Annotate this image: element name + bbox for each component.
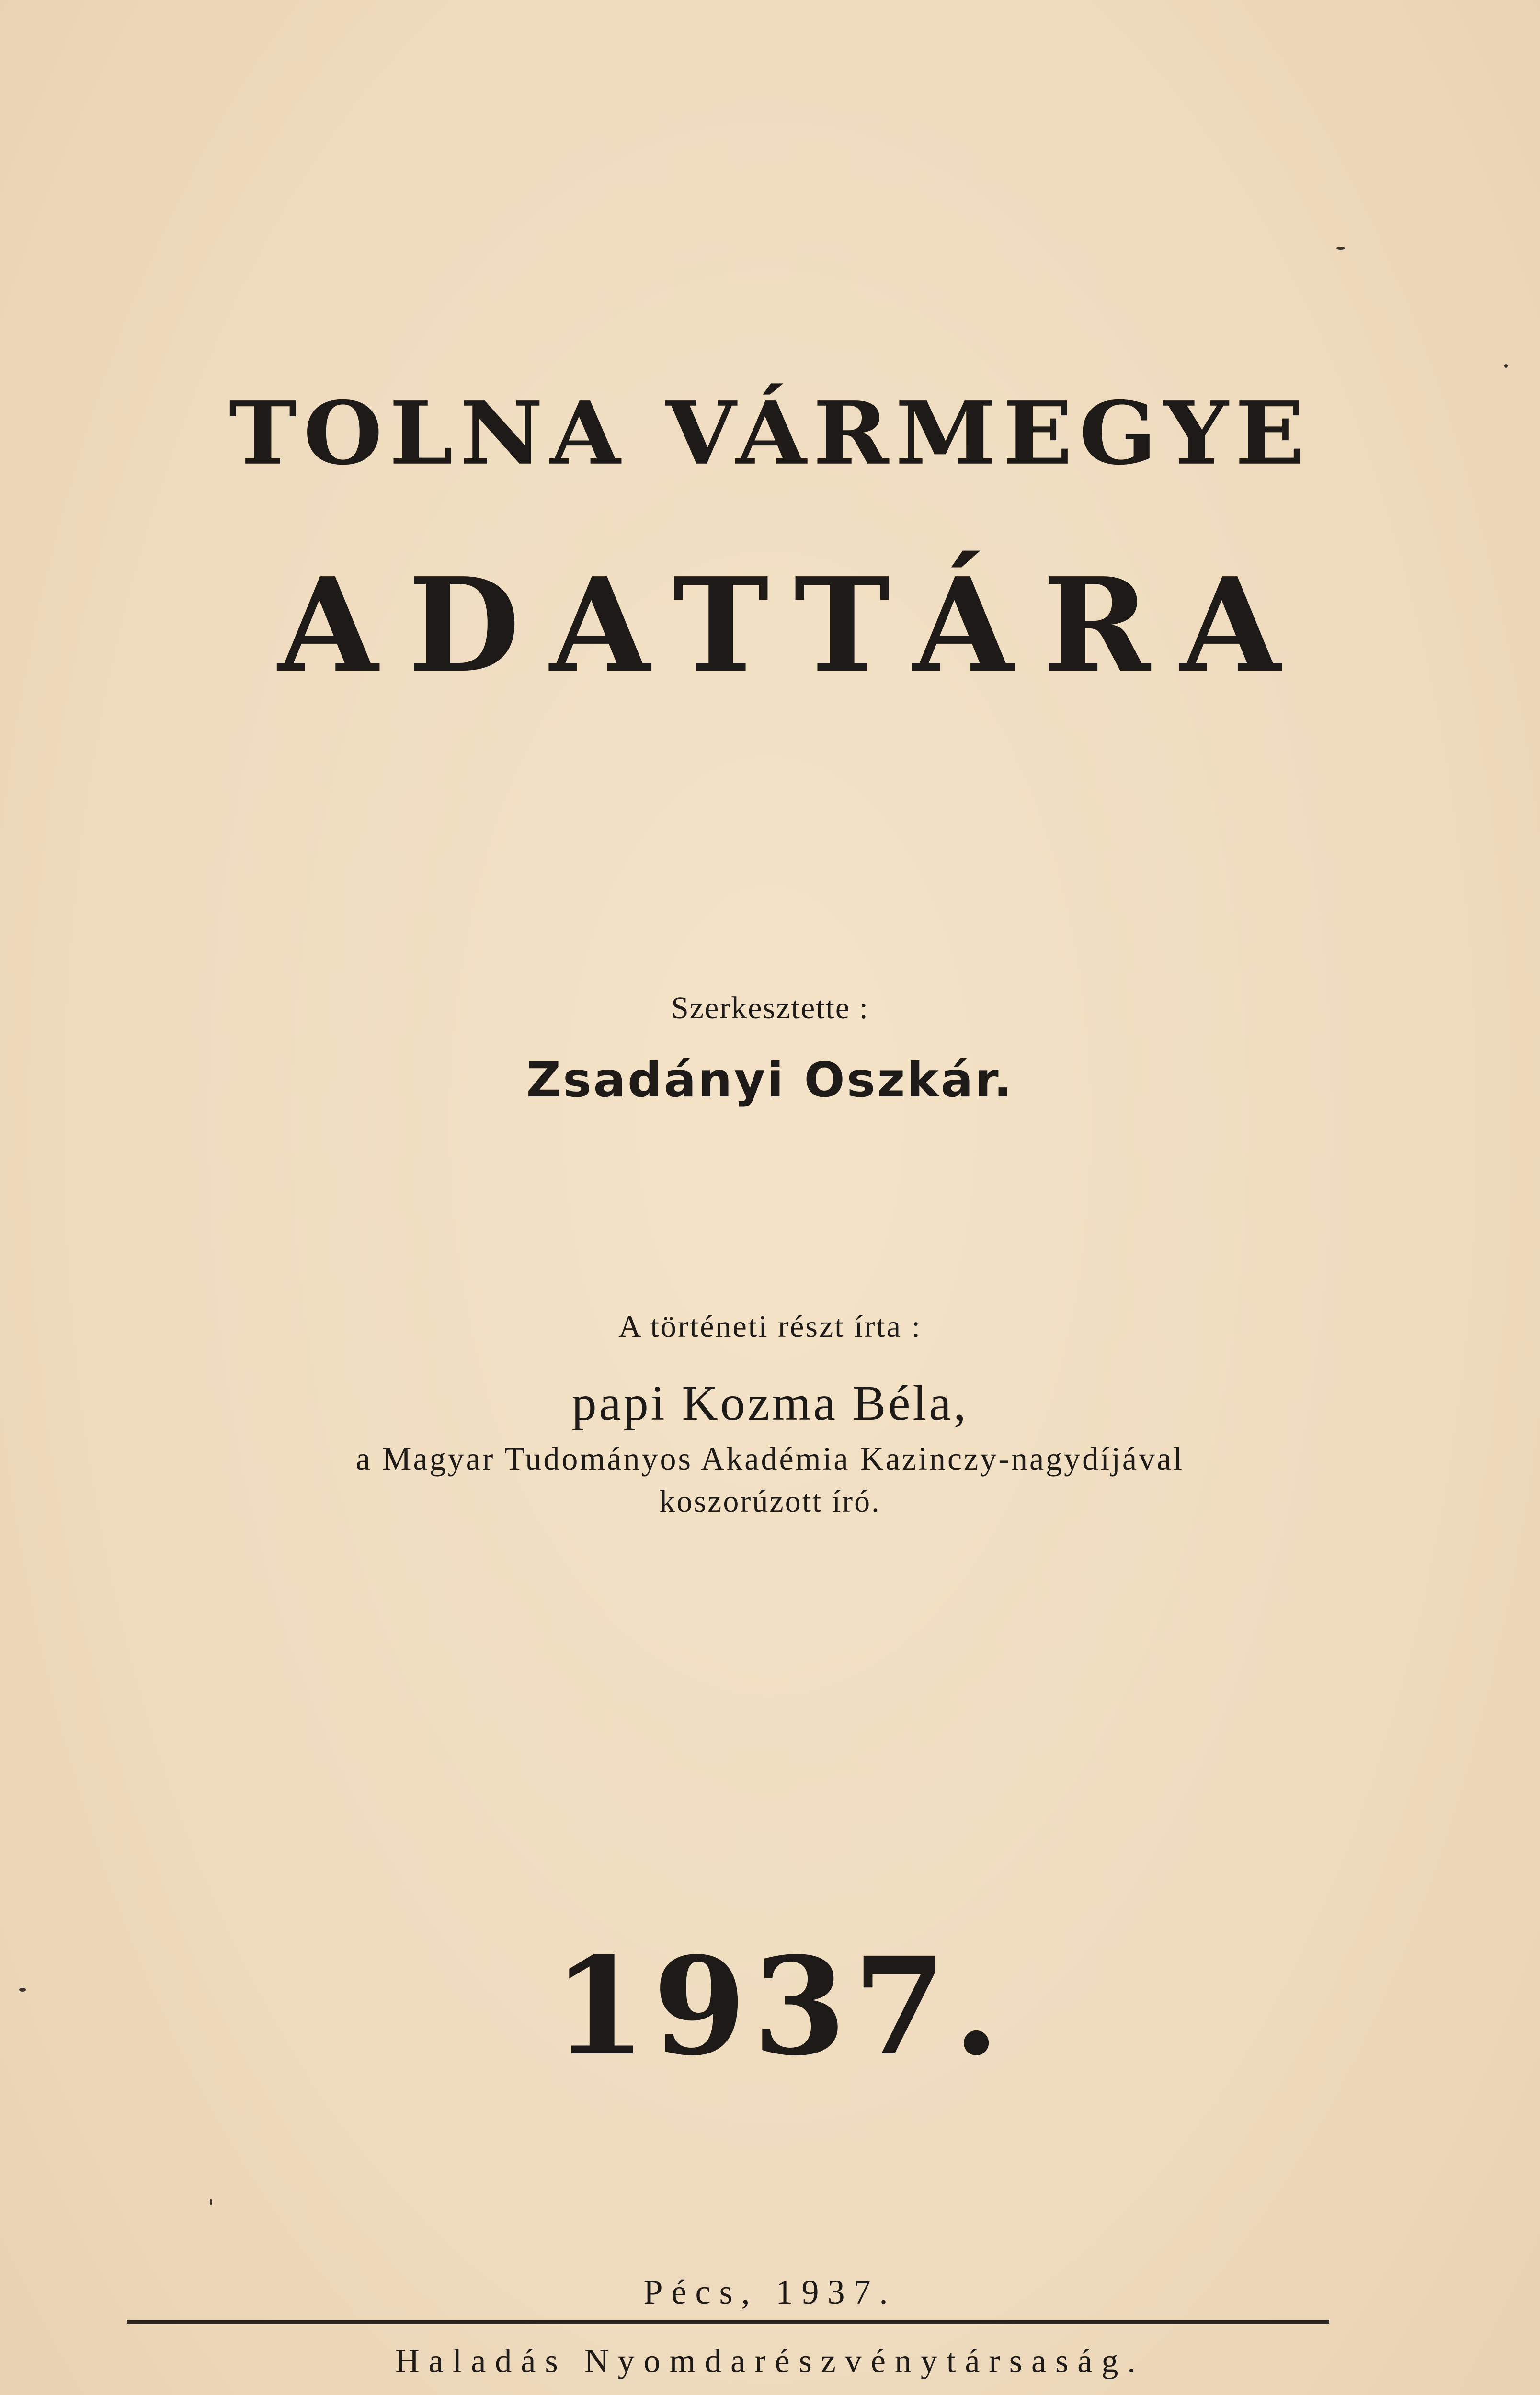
title-line-1: TOLNA VÁRMEGYE <box>228 382 1312 484</box>
imprint-printer: Haladás Nyomdarészvénytársaság. <box>395 2343 1145 2380</box>
author-description-line-2: koszorúzott író. <box>659 1484 881 1519</box>
imprint-place-date: Pécs, 1937. <box>643 2273 897 2311</box>
imprint-divider <box>127 2320 1329 2324</box>
history-label: A történeti részt írta : <box>618 1309 922 1344</box>
paper-speck <box>1504 364 1508 368</box>
paper-speck <box>1336 247 1345 250</box>
author-description-line-1: a Magyar Tudományos Akadémia Kazinczy-nagydíjával <box>355 1440 1185 1477</box>
paper-speck <box>19 1988 26 1992</box>
paper-speck <box>210 2199 212 2205</box>
title-line-2: ADATTÁRA <box>277 549 1311 701</box>
author-name: papi Kozma Béla, <box>571 1376 969 1431</box>
publication-year: 1937. <box>553 1928 1006 2086</box>
editor-name: Zsadányi Oszkár. <box>526 1052 1014 1108</box>
editor-label: Szerkesztette : <box>671 991 869 1026</box>
